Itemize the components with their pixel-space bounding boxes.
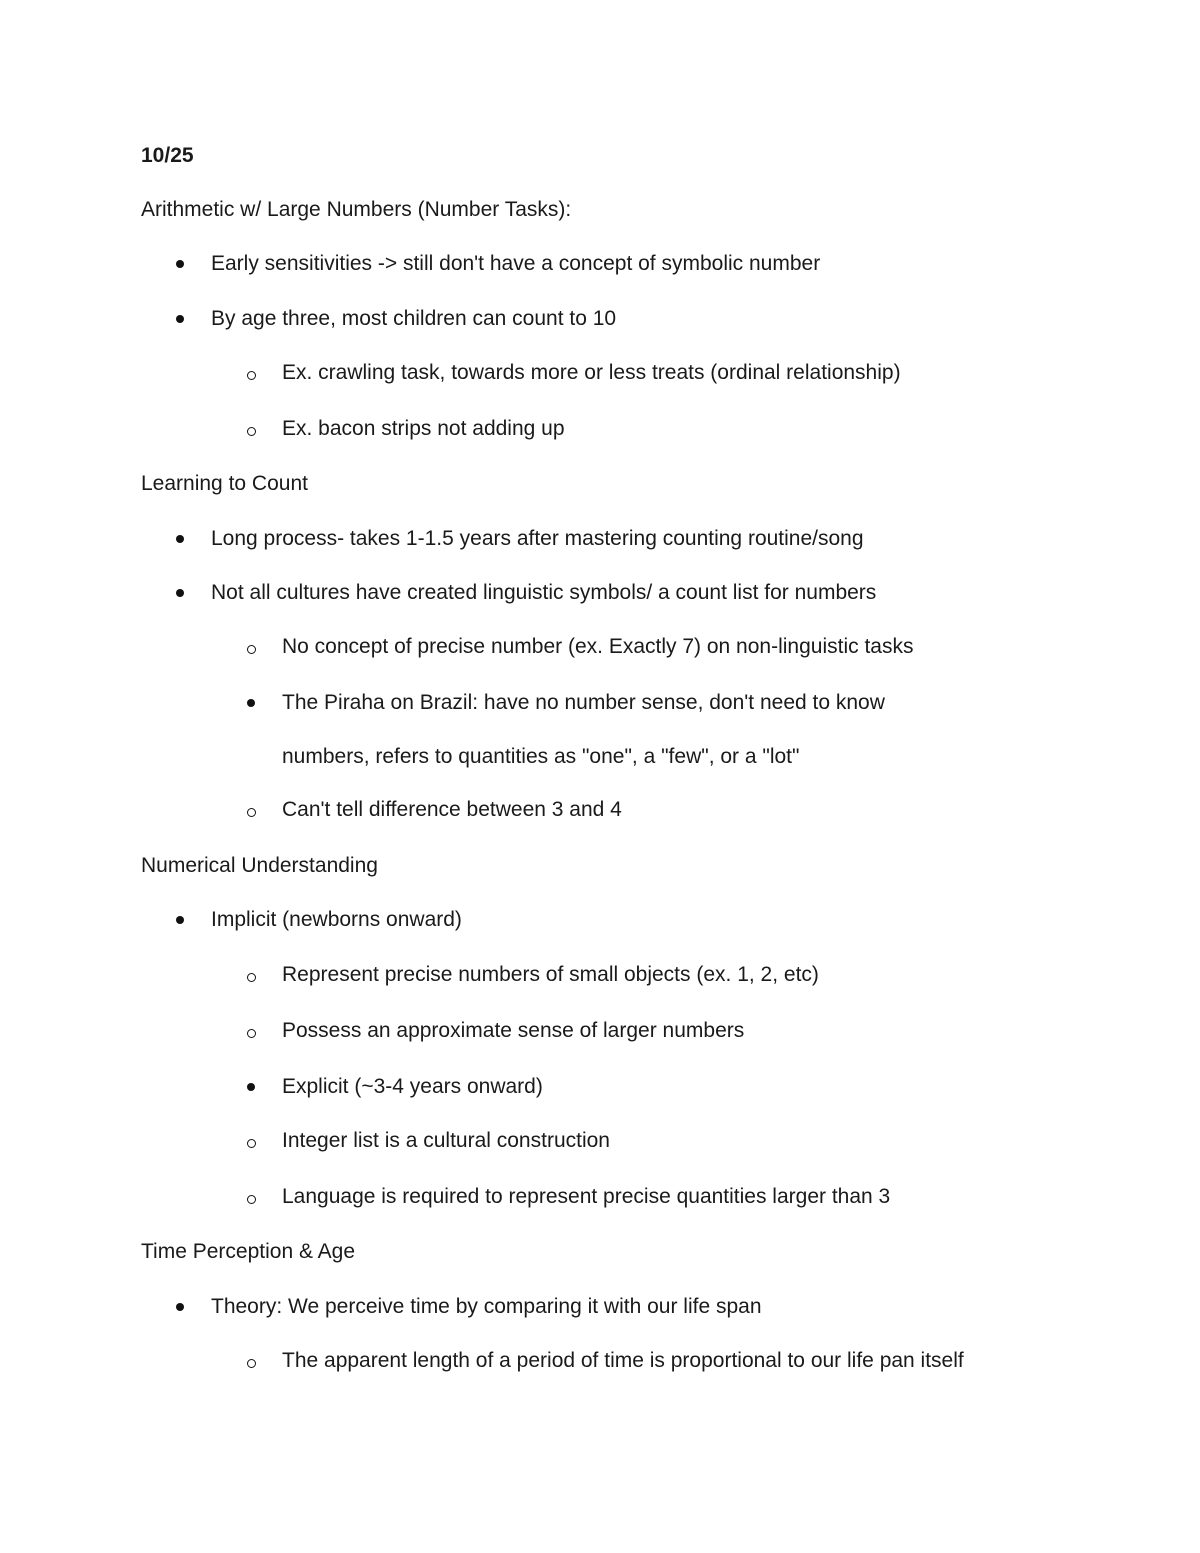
- list-item: The Piraha on Brazil: have no number sense, don't need to know: [282, 691, 885, 714]
- bullet-icon: [247, 699, 255, 707]
- circle-bullet-icon: [247, 1029, 256, 1038]
- list-item: Ex. crawling task, towards more or less treats (ordinal relationship): [282, 361, 901, 384]
- section-heading: Numerical Understanding: [141, 854, 378, 877]
- circle-bullet-icon: [247, 645, 256, 654]
- section-heading: Arithmetic w/ Large Numbers (Number Tasks):: [141, 198, 572, 221]
- bullet-icon: [176, 535, 184, 543]
- list-item: Long process- takes 1-1.5 years after mastering counting routine/song: [211, 527, 864, 550]
- list-item: Early sensitivities -> still don't have a concept of symbolic number: [211, 252, 821, 275]
- list-item-continuation: numbers, refers to quantities as "one", a "few", or a "lot": [282, 745, 800, 768]
- circle-bullet-icon: [247, 1139, 256, 1148]
- list-item: Represent precise numbers of small objects (ex. 1, 2, etc): [282, 963, 819, 986]
- circle-bullet-icon: [247, 808, 256, 817]
- bullet-icon: [176, 589, 184, 597]
- circle-bullet-icon: [247, 1195, 256, 1204]
- list-item: Integer list is a cultural construction: [282, 1129, 610, 1152]
- list-item: Not all cultures have created linguistic symbols/ a count list for numbers: [211, 581, 877, 604]
- list-item: Theory: We perceive time by comparing it with our life span: [211, 1295, 762, 1318]
- list-item: Explicit (~3-4 years onward): [282, 1075, 543, 1098]
- bullet-icon: [176, 315, 184, 323]
- bullet-icon: [176, 916, 184, 924]
- circle-bullet-icon: [247, 1359, 256, 1368]
- section-heading: Time Perception & Age: [141, 1240, 355, 1263]
- list-item: Possess an approximate sense of larger numbers: [282, 1019, 745, 1042]
- bullet-icon: [247, 1083, 255, 1091]
- list-item: Ex. bacon strips not adding up: [282, 417, 565, 440]
- list-item: By age three, most children can count to 10: [211, 307, 617, 330]
- bullet-icon: [176, 1303, 184, 1311]
- list-item: No concept of precise number (ex. Exactly 7) on non-linguistic tasks: [282, 635, 914, 658]
- circle-bullet-icon: [247, 973, 256, 982]
- list-item: The apparent length of a period of time is proportional to our life pan itself: [282, 1349, 964, 1372]
- list-item: Language is required to represent precise quantities larger than 3: [282, 1185, 891, 1208]
- list-item: Implicit (newborns onward): [211, 908, 462, 931]
- bullet-icon: [176, 260, 184, 268]
- circle-bullet-icon: [247, 371, 256, 380]
- list-item: Can't tell difference between 3 and 4: [282, 798, 622, 821]
- note-date: 10/25: [141, 144, 194, 167]
- circle-bullet-icon: [247, 427, 256, 436]
- section-heading: Learning to Count: [141, 472, 308, 495]
